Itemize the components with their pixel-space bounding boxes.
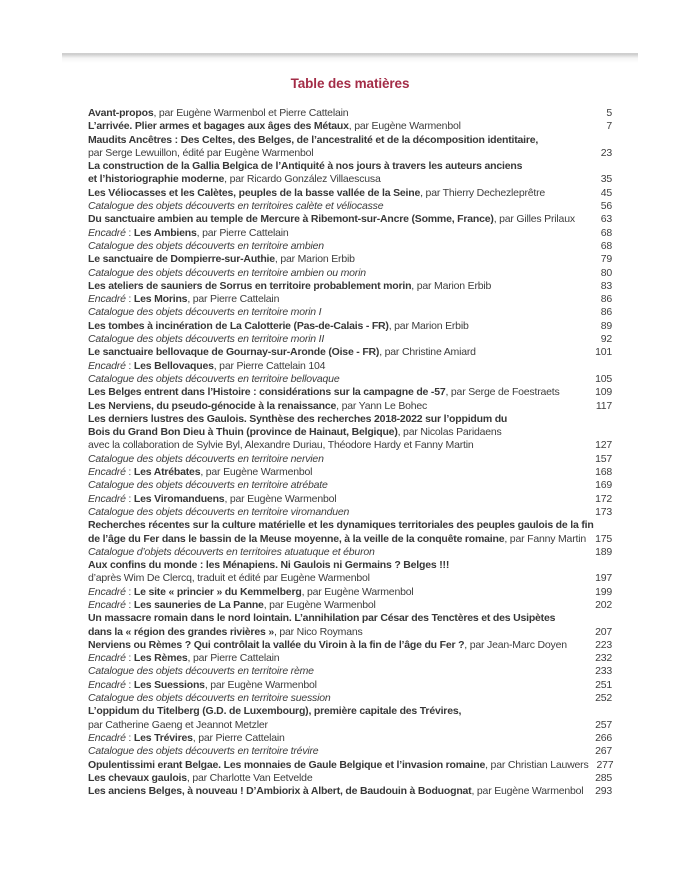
toc-entry-text <box>88 493 336 506</box>
toc-segment-bold: Les Morins <box>133 293 188 306</box>
toc-segment-regular: d’après Wim De Clercq, traduit et édité par Eugène Warmenbol <box>88 572 370 585</box>
toc-entry-line <box>88 692 612 705</box>
toc-segment-regular: , par Jean-Marc Doyen <box>464 638 567 651</box>
toc-entry-text <box>88 373 339 386</box>
toc-segment-bold: Opulentissimi erant Belgae. Les monnaies de Gaule Belgique et l’invasion romaine <box>88 758 486 771</box>
toc-entry-line <box>88 333 612 346</box>
toc-segment-italic: Catalogue des objets découverts en territoire atrébate <box>88 479 328 492</box>
toc-entry-line <box>88 519 612 532</box>
toc-segment-bold: Les ateliers de sauniers de Sorrus en territoire probablement morin <box>88 279 412 292</box>
toc-entry-line <box>88 213 612 226</box>
toc-entry-text <box>88 519 594 532</box>
toc-segment-regular: par Serge Lewuillon, édité par Eugène Warmenbol <box>88 146 314 159</box>
toc-segment-bold: Du sanctuaire ambien au temple de Mercure à Ribemont-sur-Ancre (Somme, France) <box>88 213 494 226</box>
toc-segment-regular: , par Thierry Dechezleprêtre <box>420 186 546 199</box>
toc-segment-regular: , par Pierre Cattelain <box>187 293 280 306</box>
toc-entry-line <box>88 745 612 758</box>
toc-segment-italic: Encadré <box>88 293 126 306</box>
toc-entry-text <box>88 559 449 572</box>
toc-segment-bold: L’oppidum du Titelberg (G.D. de Luxembourg), première capitale des Trévires, <box>88 705 462 718</box>
toc-page-number: 266 <box>595 731 612 744</box>
toc-entry-text <box>88 692 331 705</box>
toc-entry-line <box>88 599 612 612</box>
toc-entry-line <box>88 346 612 359</box>
toc-entry-text <box>88 333 324 346</box>
toc-segment-italic: Catalogue des objets découverts en territoire ambien ou morin <box>88 266 366 279</box>
toc-entry-line <box>88 772 612 785</box>
toc-segment-regular: , par Pierre Cattelain <box>187 652 280 665</box>
toc-segment-regular: avec la collaboration de Sylvie Byl, Alexandre Duriau, Théodore Hardy et Fanny Martin <box>88 439 474 452</box>
toc-entry-line <box>88 479 612 492</box>
toc-entry-line <box>88 533 612 546</box>
toc-segment-italic: Catalogue des objets découverts en territoire rème <box>88 665 314 678</box>
toc-segment-regular: , par Eugène Warmenbol et Pierre Cattelain <box>153 107 349 119</box>
toc-page-number: 232 <box>595 652 612 665</box>
toc-entry-line <box>88 267 612 280</box>
toc-list <box>88 107 612 798</box>
toc-segment-regular: : <box>125 678 134 691</box>
toc-segment-regular: , par Pierre Cattelain <box>196 226 289 239</box>
toc-entry-text <box>88 599 376 612</box>
toc-segment-bold: Les Atrébates <box>133 466 201 479</box>
toc-entry-line <box>88 506 612 519</box>
toc-segment-bold: de l’âge du Fer dans le bassin de la Meuse moyenne, à la veille de la conquête romaine <box>88 532 505 545</box>
toc-entry-line <box>88 705 612 718</box>
toc-entry-text <box>88 506 349 519</box>
toc-segment-bold: Les derniers lustres des Gaulois. Synthèse des recherches 2018-2022 sur l’oppidum du <box>88 412 508 425</box>
toc-segment-regular: , par Eugène Warmenbol <box>471 785 584 798</box>
toc-page-number: 157 <box>595 452 612 465</box>
toc-segment-bold: Recherches récentes sur la culture matérielle et les dynamiques territoriales des peuples gaulois de la fin <box>88 519 594 532</box>
toc-entry-line <box>88 293 612 306</box>
toc-segment-bold: Les Nerviens, du pseudo-génocide à la renaissance <box>88 399 337 412</box>
toc-entry-text <box>88 533 586 546</box>
toc-entry-line <box>88 413 612 426</box>
toc-entry-text <box>88 240 324 253</box>
toc-segment-bold: Avant-propos <box>88 107 154 119</box>
toc-page-number: 86 <box>600 293 612 306</box>
toc-page-number: 199 <box>595 585 612 598</box>
toc-entry-text <box>88 160 522 173</box>
page-title: Table des matières <box>290 76 410 91</box>
toc-entry-text <box>88 426 502 439</box>
toc-segment-italic: Catalogue des objets découverts en territoires calète et véliocasse <box>88 200 384 213</box>
toc-entry-text <box>88 679 317 692</box>
toc-entry-text <box>88 293 279 306</box>
toc-segment-italic: Encadré <box>88 585 126 598</box>
toc-entry-text <box>88 213 575 226</box>
toc-page-number: 56 <box>600 200 612 213</box>
toc-segment-regular: , par Eugène Warmenbol <box>348 120 461 133</box>
toc-page-number: 202 <box>595 598 612 611</box>
toc-entry-line <box>88 679 612 692</box>
toc-segment-regular: , par Gilles Prilaux <box>493 213 575 226</box>
toc-segment-regular: , par Ricardo González Villaescusa <box>224 173 381 186</box>
toc-segment-italic: Encadré <box>88 678 126 691</box>
toc-segment-bold: Les Bellovaques <box>133 359 214 372</box>
toc-entry-line <box>88 466 612 479</box>
toc-entry-line <box>88 759 612 772</box>
toc-segment-regular: : <box>125 293 134 306</box>
toc-entry-line <box>88 426 612 439</box>
toc-entry-text <box>88 652 279 665</box>
toc-segment-italic: Encadré <box>88 731 126 744</box>
toc-entry-line <box>88 652 612 665</box>
toc-entry-line <box>88 187 612 200</box>
toc-page-number: 5 <box>606 107 612 119</box>
toc-entry-line <box>88 546 612 559</box>
toc-entry-text <box>88 612 555 625</box>
toc-entry-line <box>88 626 612 639</box>
toc-page-number: 68 <box>600 239 612 252</box>
toc-segment-regular: , par Pierre Cattelain 104 <box>213 359 326 372</box>
toc-entry-text <box>88 200 383 213</box>
document-page <box>62 53 638 869</box>
toc-segment-regular: , par Eugène Warmenbol <box>224 492 337 505</box>
toc-entry-text <box>88 253 355 266</box>
toc-segment-regular: : <box>125 652 134 665</box>
toc-segment-bold: Le site « princier » du Kemmelberg <box>133 585 302 598</box>
toc-entry-text <box>88 639 567 652</box>
toc-page-number: 293 <box>595 785 612 798</box>
page-content <box>62 53 638 798</box>
toc-entry-line <box>88 240 612 253</box>
toc-segment-regular: : <box>125 598 134 611</box>
toc-entry-text <box>88 320 469 333</box>
toc-page-number: 168 <box>595 466 612 479</box>
toc-segment-italic: Catalogue des objets découverts en territoire nervien <box>88 452 324 465</box>
toc-entry-text <box>88 546 375 559</box>
toc-page-number: 127 <box>595 439 612 452</box>
toc-segment-bold: Les anciens Belges, à nouveau ! D’Ambiorix à Albert, de Baudouin à Boduognat <box>88 785 472 798</box>
toc-page-number: 83 <box>600 279 612 292</box>
toc-page-number: 68 <box>600 226 612 239</box>
toc-entry-text <box>88 306 321 319</box>
toc-entry-line <box>88 200 612 213</box>
toc-page-number: 233 <box>595 665 612 678</box>
toc-page-number: 92 <box>600 333 612 346</box>
toc-page-number: 89 <box>600 319 612 332</box>
toc-segment-bold: dans la « région des grandes rivières » <box>88 625 274 638</box>
toc-segment-regular: : <box>125 226 134 239</box>
toc-entry-line <box>88 559 612 572</box>
toc-segment-bold: Maudits Ancêtres : Des Celtes, des Belges, de l’ancestralité et de la décomposition identitaire, <box>88 133 539 146</box>
toc-entry-line <box>88 147 612 160</box>
toc-page-number: 80 <box>600 266 612 279</box>
toc-entry-text <box>88 479 328 492</box>
toc-segment-bold: Les Belges entrent dans l’Histoire : considérations sur la campagne de -57 <box>88 386 446 399</box>
toc-entry-text <box>88 772 312 785</box>
toc-entry-text <box>88 586 414 599</box>
toc-segment-regular: , par Pierre Cattelain <box>192 731 285 744</box>
toc-segment-bold: Les Ambiens <box>133 226 197 239</box>
toc-page-number: 285 <box>595 771 612 784</box>
toc-segment-italic: Catalogue des objets découverts en territoire morin I <box>88 306 322 319</box>
toc-page-number: 223 <box>595 638 612 651</box>
toc-entry-text <box>88 719 268 732</box>
toc-entry-text <box>88 360 325 373</box>
toc-segment-italic: Encadré <box>88 359 126 372</box>
toc-segment-regular: , par Charlotte Van Eetvelde <box>186 771 313 784</box>
toc-entry-line <box>88 253 612 266</box>
toc-segment-regular: , par Fanny Martin <box>504 532 586 545</box>
toc-segment-bold: Les tombes à incinération de La Calotterie (Pas-de-Calais - FR) <box>88 319 389 332</box>
toc-segment-bold: L’arrivée. Plier armes et bagages aux âges des Métaux <box>88 120 349 133</box>
toc-segment-bold: Aux confins du monde : les Ménapiens. Ni Gaulois ni Germains ? Belges !!! <box>88 559 450 572</box>
toc-entry-text <box>88 759 589 772</box>
toc-entry-line <box>88 612 612 625</box>
toc-segment-italic: Catalogue des objets découverts en territoire ambien <box>88 239 324 252</box>
toc-segment-italic: Encadré <box>88 652 126 665</box>
toc-segment-regular: : <box>125 731 134 744</box>
toc-segment-bold: La construction de la Gallia Belgica de l’Antiquité à nos jours à travers les auteurs anciens <box>88 160 523 173</box>
toc-entry-line <box>88 719 612 732</box>
toc-entry-line <box>88 227 612 240</box>
toc-page-number: 35 <box>600 173 612 186</box>
toc-segment-regular: : <box>125 492 134 505</box>
toc-segment-bold: Les Trévires <box>133 731 193 744</box>
toc-segment-italic: Catalogue des objets découverts en territoire morin II <box>88 333 325 346</box>
toc-entry-line <box>88 400 612 413</box>
toc-segment-bold: Les sauneries de La Panne <box>133 598 264 611</box>
toc-page-number: 101 <box>595 346 612 359</box>
toc-entry-text <box>88 626 363 639</box>
toc-entry-text <box>88 173 381 186</box>
toc-entry-text <box>88 267 366 280</box>
toc-segment-regular: par Catherine Gaeng et Jeannot Metzler <box>88 718 268 731</box>
toc-segment-regular: , par Eugène Warmenbol <box>301 585 414 598</box>
toc-segment-regular: : <box>125 585 134 598</box>
toc-entry-line <box>88 493 612 506</box>
toc-segment-italic: Encadré <box>88 598 126 611</box>
toc-segment-bold: Nerviens ou Rèmes ? Qui contrôlait la vallée du Viroin à la fin de l’âge du Fer ? <box>88 638 465 651</box>
toc-entry-text <box>88 227 289 240</box>
toc-entry-text <box>88 732 285 745</box>
toc-page-number: 251 <box>595 678 612 691</box>
toc-segment-bold: Les chevaux gaulois <box>88 771 187 784</box>
toc-entry-text <box>88 439 474 452</box>
toc-entry-line <box>88 386 612 399</box>
toc-segment-bold: et l’historiographie moderne <box>88 173 225 186</box>
toc-page-number: 63 <box>600 213 612 226</box>
toc-segment-regular: , par Marion Erbib <box>411 279 492 292</box>
toc-segment-regular: , par Eugène Warmenbol <box>263 598 376 611</box>
toc-segment-regular: , par Eugène Warmenbol <box>200 466 313 479</box>
toc-entry-line <box>88 785 612 798</box>
toc-page-number: 45 <box>600 186 612 199</box>
toc-page-number: 252 <box>595 692 612 705</box>
toc-entry-text <box>88 120 461 133</box>
toc-page-number: 172 <box>595 492 612 505</box>
toc-page-number: 169 <box>595 479 612 492</box>
toc-entry-text <box>88 187 545 200</box>
toc-page-number: 257 <box>595 718 612 731</box>
toc-segment-italic: Catalogue des objets découverts en territoire viromanduen <box>88 505 350 518</box>
toc-entry-line <box>88 439 612 452</box>
toc-segment-italic: Encadré <box>88 492 126 505</box>
toc-page-number: 117 <box>595 399 612 412</box>
toc-page-number: 23 <box>600 146 612 159</box>
toc-segment-bold: Les Suessions <box>133 678 205 691</box>
toc-segment-regular: , par Marion Erbib <box>274 253 355 266</box>
toc-entry-text <box>88 413 507 426</box>
toc-page-number: 207 <box>595 625 612 638</box>
toc-segment-regular: , par Yann Le Bohec <box>336 399 428 412</box>
toc-segment-regular: : <box>125 466 134 479</box>
toc-segment-regular: , par Christian Lauwers <box>485 758 589 771</box>
toc-entry-text <box>88 107 348 120</box>
toc-page-number: 189 <box>595 545 612 558</box>
toc-page-number: 173 <box>595 505 612 518</box>
toc-entry-text <box>88 705 461 718</box>
toc-entry-line <box>88 134 612 147</box>
toc-segment-italic: Catalogue des objets découverts en territoire suession <box>88 692 331 705</box>
toc-segment-bold: Le sanctuaire de Dompierre-sur-Authie <box>88 253 275 266</box>
toc-entry-text <box>88 346 476 359</box>
toc-entry-text <box>88 572 370 585</box>
toc-segment-regular: , par Christine Amiard <box>379 346 476 359</box>
toc-entry-text <box>88 745 318 758</box>
toc-page-number: 109 <box>595 386 612 399</box>
toc-entry-line <box>88 320 612 333</box>
toc-segment-regular: , par Nicolas Paridaens <box>397 426 502 439</box>
toc-entry-line <box>88 107 612 120</box>
toc-segment-italic: Encadré <box>88 466 126 479</box>
toc-entry-text <box>88 453 324 466</box>
toc-entry-line <box>88 665 612 678</box>
toc-segment-regular: : <box>125 359 134 372</box>
toc-entry-text <box>88 280 491 293</box>
toc-entry-text <box>88 785 583 798</box>
toc-segment-bold: Bois du Grand Bon Dieu à Thuin (province de Hainaut, Belgique) <box>88 426 398 439</box>
toc-page-number: 7 <box>606 120 612 133</box>
toc-segment-regular: , par Marion Erbib <box>388 319 469 332</box>
toc-page-number: 79 <box>600 253 612 266</box>
toc-page-number: 175 <box>595 532 612 545</box>
toc-page-number: 277 <box>596 758 614 771</box>
toc-segment-bold: Les Véliocasses et les Calètes, peuples de la basse vallée de la Seine <box>88 186 421 199</box>
toc-segment-italic: Encadré <box>88 226 126 239</box>
toc-segment-bold: Le sanctuaire bellovaque de Gournay-sur-Aronde (Oise - FR) <box>88 346 380 359</box>
toc-entry-line <box>88 373 612 386</box>
toc-page-number: 197 <box>595 572 612 585</box>
toc-segment-regular: , par Serge de Foestraets <box>445 386 560 399</box>
toc-entry-line <box>88 639 612 652</box>
toc-entry-text <box>88 665 314 678</box>
toc-segment-italic: Catalogue des objets découverts en territoire bellovaque <box>88 372 340 385</box>
toc-entry-line <box>88 453 612 466</box>
toc-page-number: 86 <box>600 306 612 319</box>
toc-segment-italic: Catalogue des objets découverts en territoire trévire <box>88 745 319 758</box>
toc-entry-line <box>88 732 612 745</box>
toc-segment-bold: Les Viromanduens <box>133 492 225 505</box>
toc-segment-regular: , par Eugène Warmenbol <box>204 678 317 691</box>
toc-entry-line <box>88 160 612 173</box>
toc-entry-text <box>88 147 313 160</box>
toc-segment-bold: Les Rèmes <box>133 652 188 665</box>
toc-entry-line <box>88 280 612 293</box>
toc-entry-line <box>88 360 612 373</box>
toc-segment-bold: Un massacre romain dans le nord lointain. L’annihilation par César des Tenctères et des Usipètes <box>88 612 556 625</box>
toc-entry-text <box>88 400 427 413</box>
toc-entry-line <box>88 586 612 599</box>
toc-entry-line <box>88 572 612 585</box>
toc-entry-text <box>88 134 538 147</box>
toc-entry-line <box>88 173 612 186</box>
toc-page-number: 105 <box>595 372 612 385</box>
toc-page-number: 267 <box>595 745 612 758</box>
toc-entry-text <box>88 466 312 479</box>
toc-entry-line <box>88 306 612 319</box>
toc-segment-italic: Catalogue d’objets découverts en territoires atuatuque et éburon <box>88 545 375 558</box>
toc-segment-regular: , par Nico Roymans <box>273 625 363 638</box>
toc-entry-text <box>88 386 560 399</box>
toc-entry-line <box>88 120 612 133</box>
